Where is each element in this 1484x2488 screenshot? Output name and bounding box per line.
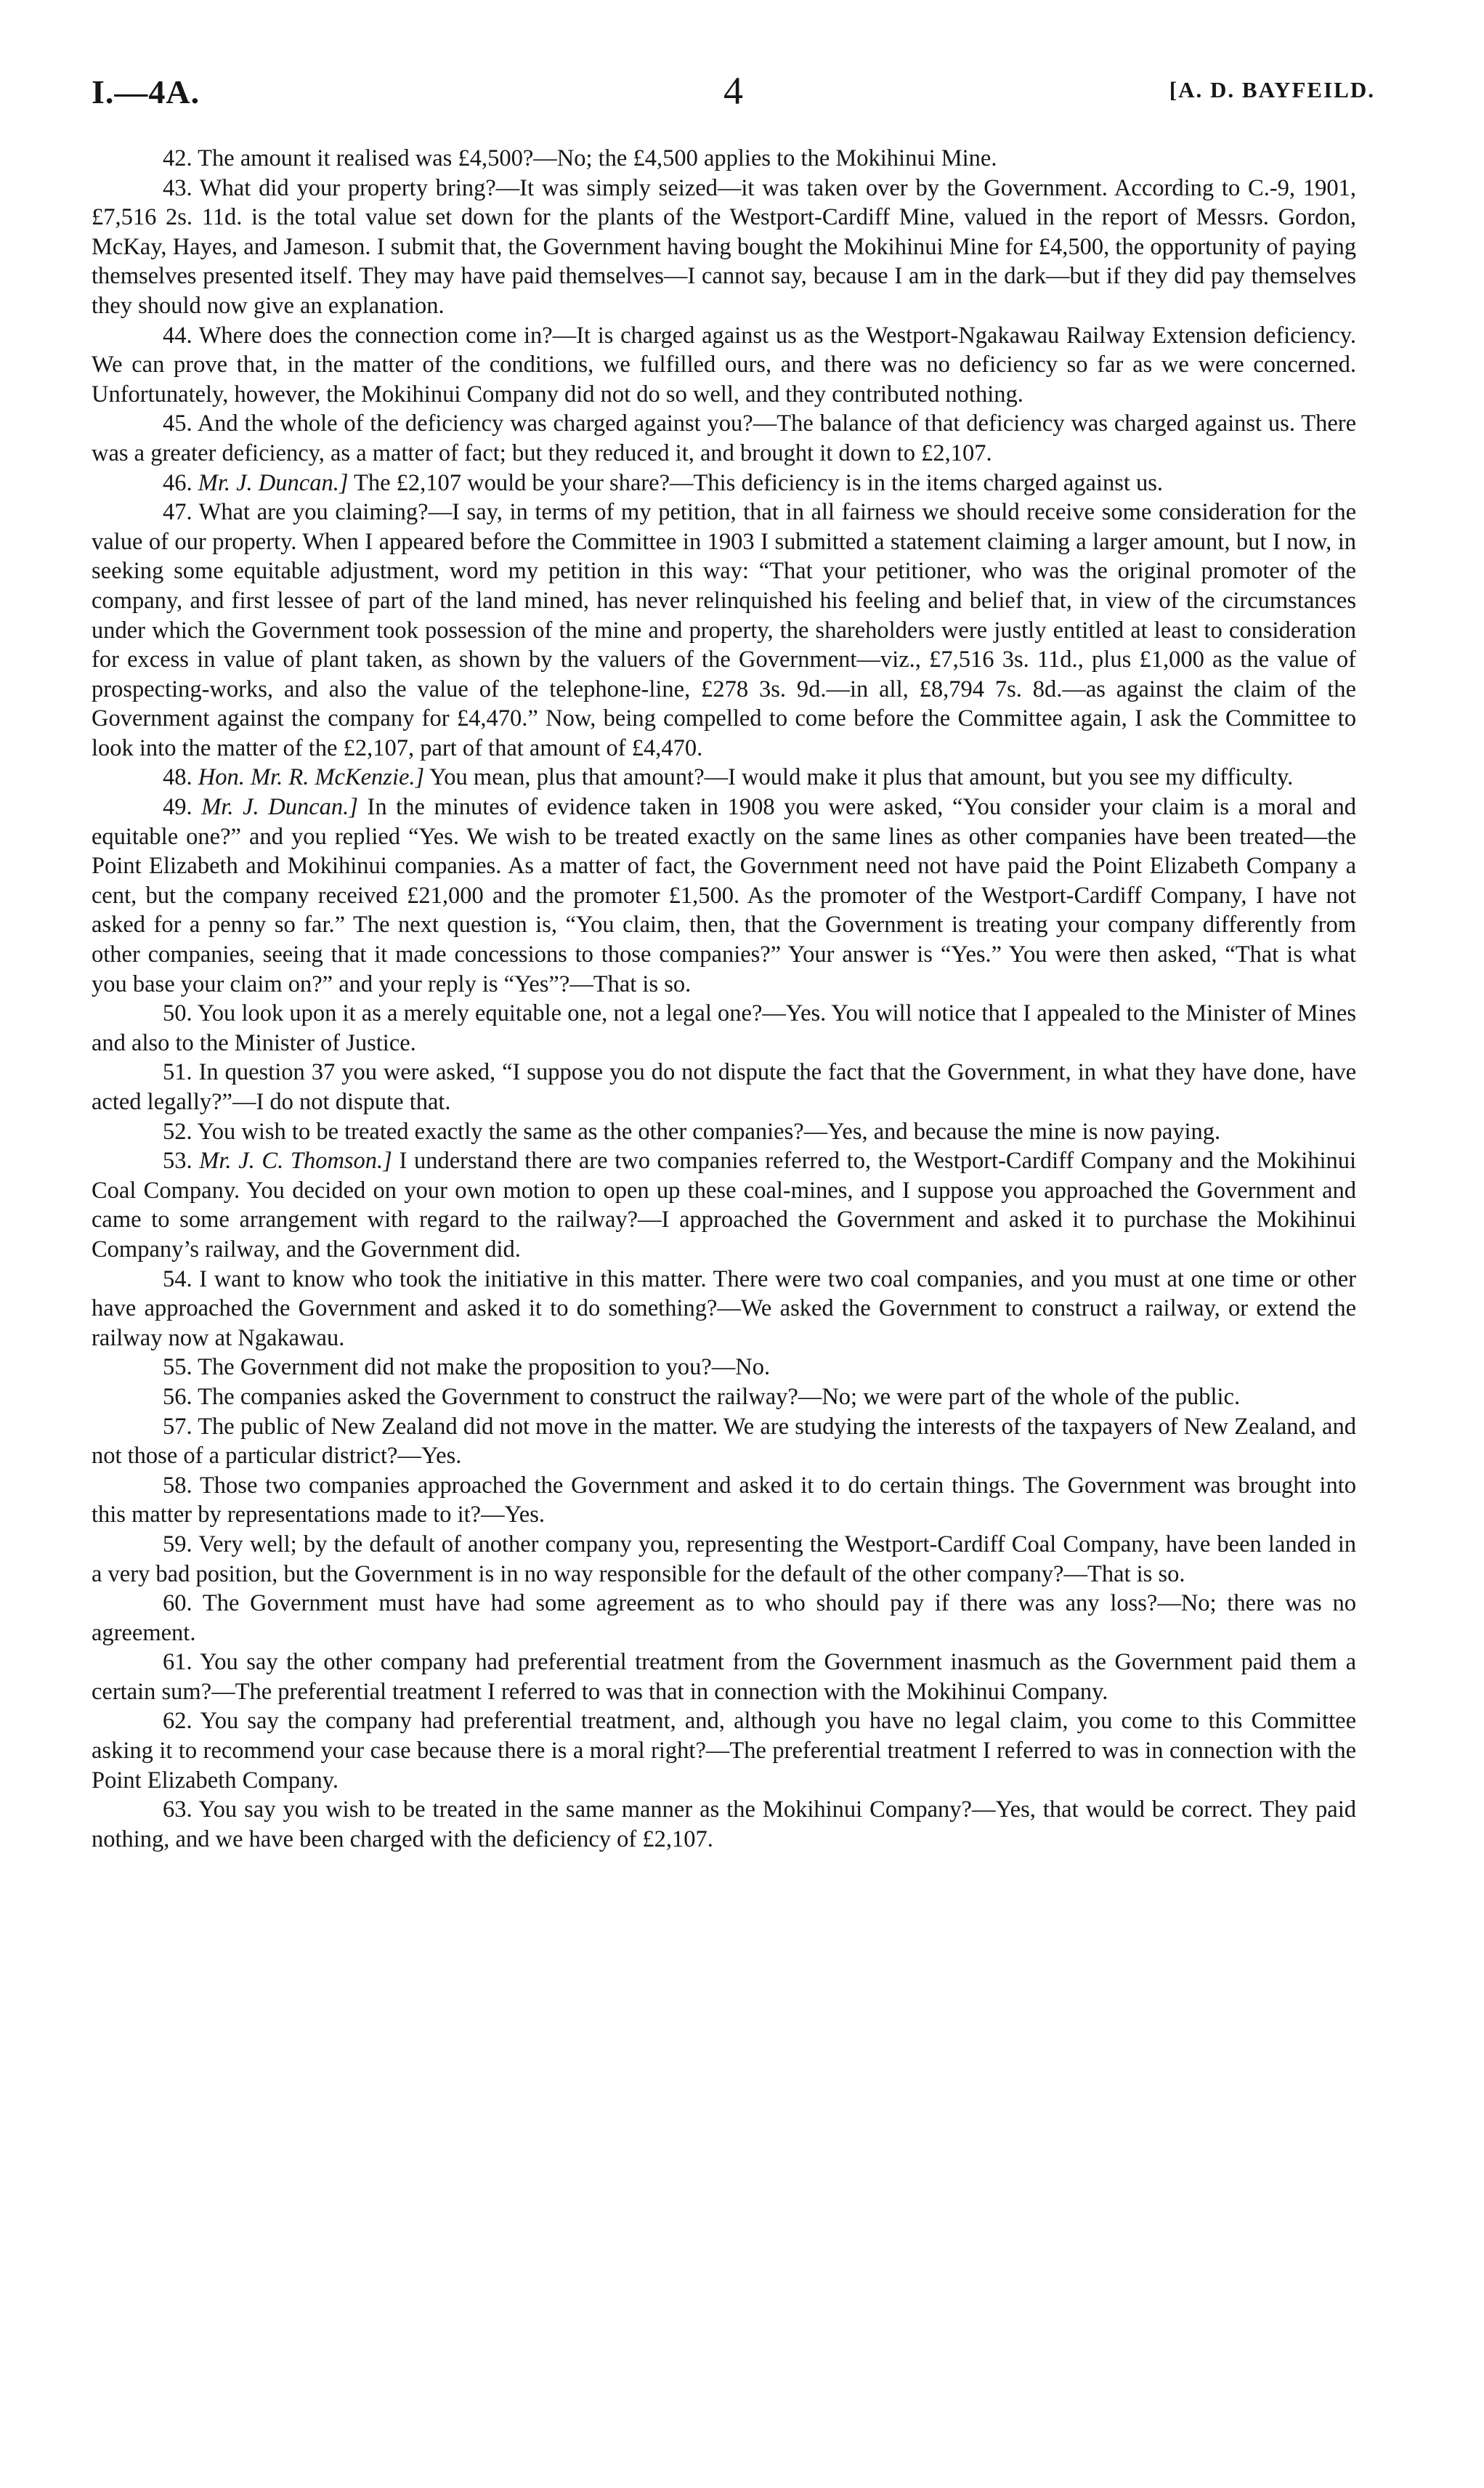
question-60: 60. The Government must have had some agreement as to who should pay if there was any loss?—No; there was no agreement. <box>92 1590 1356 1646</box>
document-reference: I.—4A. <box>92 73 200 110</box>
question-44: 44. Where does the connection come in?—It is charged against us as the Westport-Ngakawau Railway Extension deficiency. We can prove that, in the matter of the conditions, we fulfilled ours, and there was no deficiency so far as we were concerned. Unfortunately, however, the Mokihinui Company did not do so well, and they contributed nothing. <box>92 322 1356 408</box>
question-52: 52. You wish to be treated exactly the same as the other companies?—Yes, and because the mine is now paying. <box>163 1118 1221 1145</box>
page-header <box>92 69 1375 123</box>
question-45: 45. And the whole of the deficiency was charged against you?—The balance of that deficiency was charged against us. There was a greater deficiency, as a matter of fact; but they reduced it, and brought it down to £2,107. <box>92 410 1356 466</box>
question-53 <box>92 1146 1356 1264</box>
speaker-name: Mr. J. Duncan.] <box>198 469 349 496</box>
question-58: 58. Those two companies approached the Government and asked it to do certain things. The Government was brought into this matter by representations made to it?—Yes. <box>92 1472 1356 1528</box>
question-49 <box>92 793 1356 999</box>
question-51: 51. In question 37 you were asked, “I suppose you do not dispute the fact that the Government, in what they have done, have acted legally?”—I do not dispute that. <box>92 1059 1356 1115</box>
question-54: 54. I want to know who took the initiative in this matter. There were two coal companies, and you must at one time or other have approached the Government and asked it to do something?—We asked the Government to construct a railway, or extend the railway now at Ngakawau. <box>92 1265 1356 1351</box>
question-56: 56. The companies asked the Government to construct the railway?—No; we were part of the whole of the public. <box>163 1383 1241 1410</box>
question-text: In the minutes of evidence taken in 1908 you were asked, “You consider your claim is a moral and equitable one?” and you replied “Yes. We wish to be treated exactly on the same lines as other companies have been treated—the Point Elizabeth and Mokihinui companies. As a matter of fact, the Government need not have paid the Point Elizabeth Company a cent, but the company received £21,000 and the promoter £1,500. As the promoter of the Westport-Cardiff Company, I have not asked for a penny so far.” The next question is, “You claim, then, that the Government is treating your company differently from other companies, seeing that it made concessions to those companies?” Your answer is “Yes.” You were then asked, “That is what you base your claim on?” and your reply is “Yes”?—That is so. <box>92 794 1357 997</box>
question-50: 50. You look upon it as a merely equitable one, not a legal one?—Yes. You will notice that I appealed to the Minister of Mines and also to the Minister of Justice. <box>92 1000 1356 1056</box>
question-48 <box>92 763 1356 793</box>
speaker-name: Mr. J. C. Thomson.] <box>199 1148 392 1175</box>
question-43: 43. What did your property bring?—It was simply seized—it was taken over by the Government. According to C.-9, 1901, £7,516 2s. 11d. is the total value set down for the plants of the Westport-Cardiff Mine, valued in the report of Messrs. Gordon, McKay, Hayes, and Jameson. I submit that, the Government having bought the Mokihinui Mine for £4,500, the opportunity of paying themselves presented itself. They may have paid themselves—I cannot say, because I am in the dark—but if they did pay themselves they should now give an explanation. <box>92 174 1356 319</box>
question-text: I understand there are two companies referred to, the Westport-Cardiff Company and the Mokihinui Coal Company. You decided on your own motion to open up these coal-mines, and I suppose you approached the Government and came to some arrangement with regard to the railway?—I approached the Government and asked it to purchase the Mokihinui Company’s railway, and the Government did. <box>92 1148 1357 1263</box>
question-57: 57. The public of New Zealand did not move in the matter. We are studying the interests of the taxpayers of New Zealand, and not those of a particular district?—Yes. <box>92 1413 1356 1470</box>
question-61: 61. You say the other company had preferential treatment from the Government inasmuch as the Government paid them a certain sum?—The preferential treatment I referred to was that in connection with the Mokihinui Company. <box>92 1649 1356 1705</box>
question-46 <box>92 469 1356 498</box>
witness-name: [A. D. BAYFEILD. <box>1169 77 1375 102</box>
question-text: You mean, plus that amount?—I would make it plus that amount, but you see my difficulty. <box>429 764 1294 791</box>
question-47: 47. What are you claiming?—I say, in terms of my petition, that in all fairness we should receive some consideration for the value of our property. When I appeared before the Committee in 1903 I submitted a statement claiming a larger amount, but I now, in seeking some equitable adjustment, word my petition in this way: “That your petitioner, who was the original promoter of the company, and first lessee of part of the land mined, has never relinquished his feeling and belief that, in view of the circumstances under which the Government took possession of the mine and property, the shareholders were justly entitled at least to consideration for excess in value of plant taken, as shown by the valuers of the Government—viz., £7,516 3s. 11d., plus £1,000 as the value of prospecting-works, and also the value of the telephone-line, £278 3s. 9d.—in all, £8,794 7s. 8d.—as against the claim of the Government against the company for £4,470.” Now, being compelled to come before the Committee again, I ask the Committee to look into the matter of the £2,107, part of that amount of £4,470. <box>92 499 1356 761</box>
question-59: 59. Very well; by the default of another company you, representing the Westport-Cardiff Coal Company, have been landed in a very bad position, but the Government is in no way responsible for the default of the other company?—That is so. <box>92 1531 1356 1587</box>
speaker-name: Hon. Mr. R. McKenzie.] <box>198 764 425 791</box>
evidence-body <box>92 144 1356 1854</box>
question-63: 63. You say you wish to be treated in the same manner as the Mokihinui Company?—Yes, that would be correct. They paid nothing, and we have been charged with the deficiency of £2,107. <box>92 1796 1356 1852</box>
question-42: 42. The amount it realised was £4,500?—No; the £4,500 applies to the Mokihinui Mine. <box>163 145 997 171</box>
question-number: 48. <box>163 764 192 791</box>
question-number: 53. <box>163 1148 192 1175</box>
page-number: 4 <box>723 69 743 113</box>
question-number: 49. <box>163 794 192 821</box>
speaker-name: Mr. J. Duncan.] <box>201 794 358 821</box>
question-62: 62. You say the company had preferential treatment, and, although you have no legal claim, you come to this Committee asking it to recommend your case because there is a moral right?—The preferential treatment I referred to was in connection with the Point Elizabeth Company. <box>92 1708 1356 1794</box>
question-55: 55. The Government did not make the proposition to you?—No. <box>163 1354 771 1381</box>
question-text: The £2,107 would be your share?—This deficiency is in the items charged against us. <box>354 469 1164 496</box>
question-number: 46. <box>163 469 192 496</box>
